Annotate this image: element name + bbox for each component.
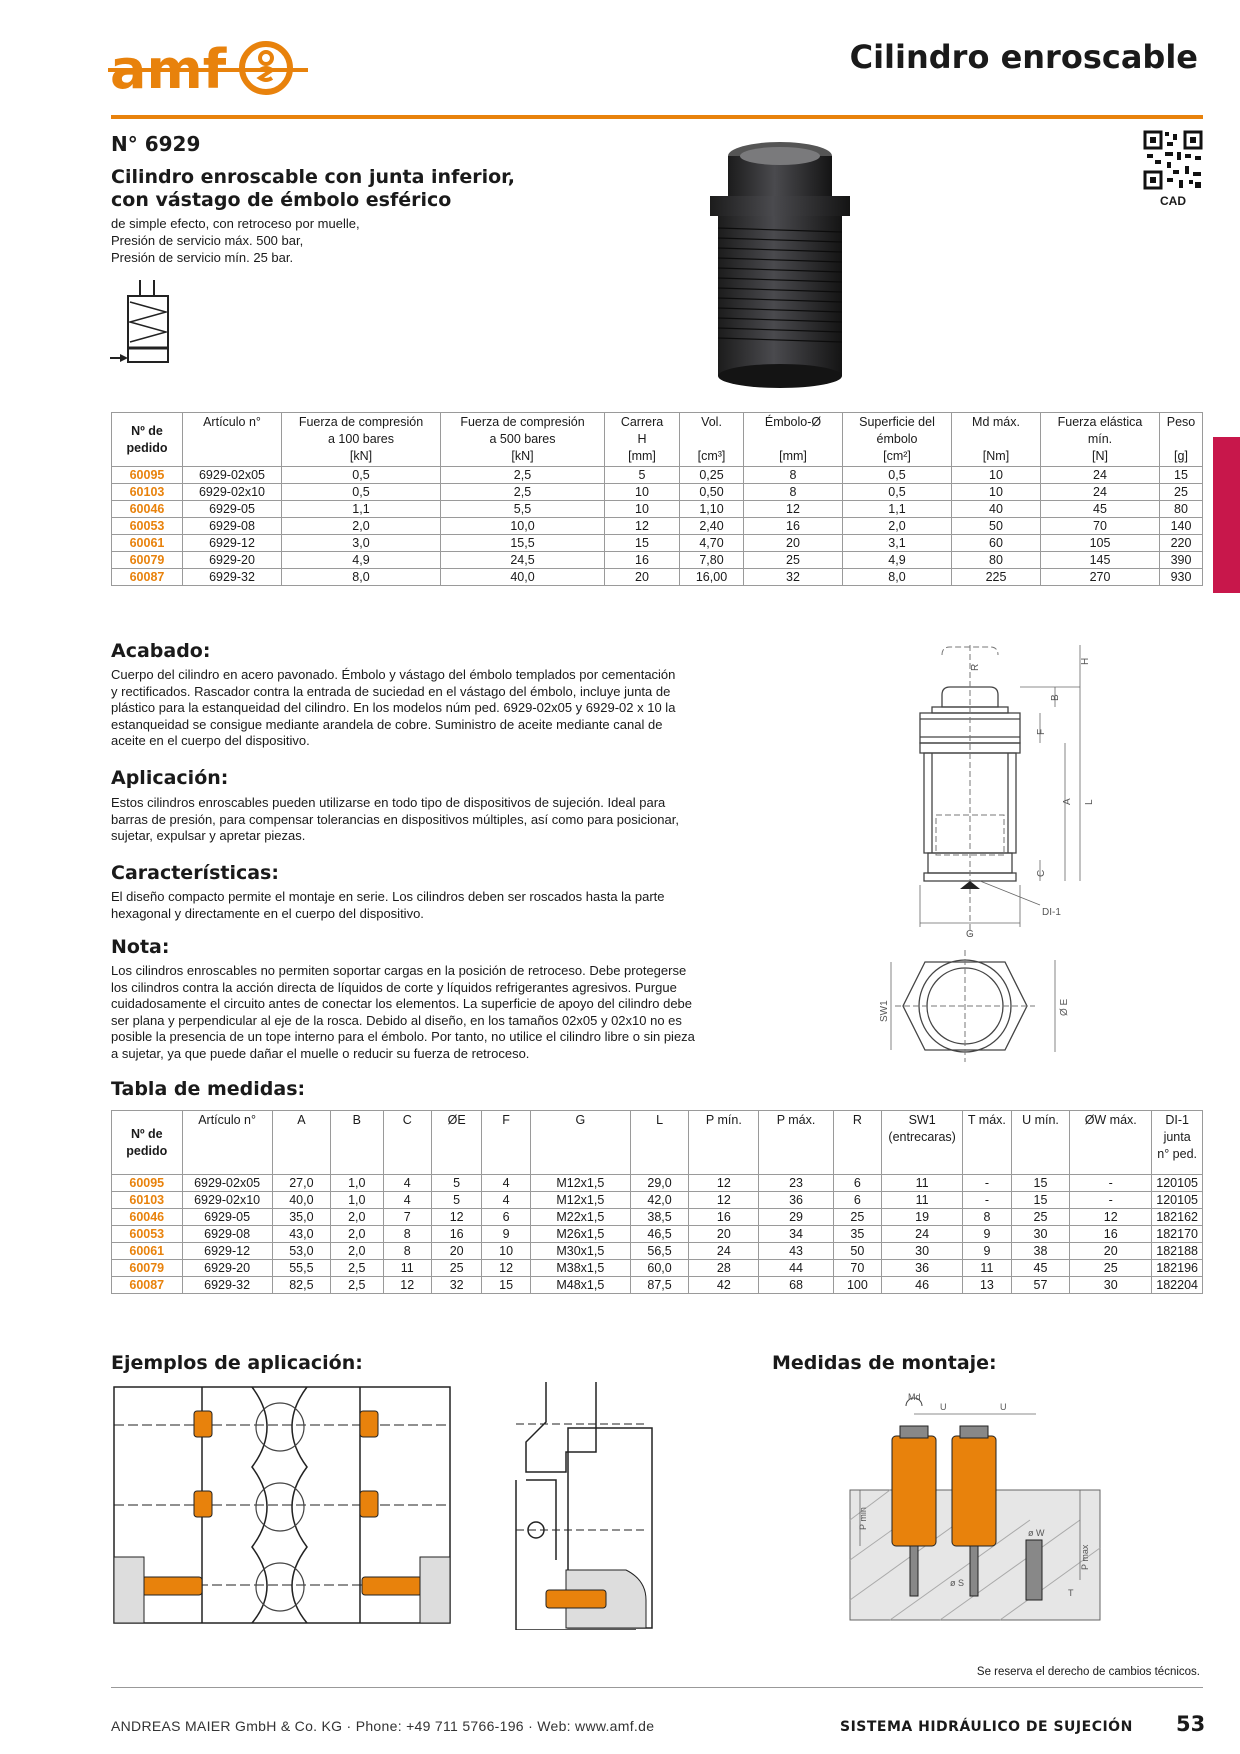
table-cell: 11 xyxy=(383,1260,431,1277)
table-cell: 25 xyxy=(744,552,843,569)
table-cell: 12 xyxy=(689,1192,759,1209)
table-row xyxy=(112,1209,1203,1226)
qr-code[interactable] xyxy=(1143,130,1203,190)
table-cell: 6929-02x05 xyxy=(183,467,282,484)
table-cell: 2,5 xyxy=(441,484,605,501)
table-cell: 15 xyxy=(1160,467,1203,484)
table-cell: 140 xyxy=(1160,518,1203,535)
table-cell: 930 xyxy=(1160,569,1203,586)
table-cell: 38,5 xyxy=(630,1209,688,1226)
table-cell: 50 xyxy=(952,518,1041,535)
table-cell: 9 xyxy=(963,1243,1012,1260)
svg-text:T: T xyxy=(1068,1588,1074,1598)
order-number-cell: 60079 xyxy=(112,552,183,569)
table-cell: 1,0 xyxy=(331,1192,383,1209)
order-number-cell: 60103 xyxy=(112,1192,183,1209)
footer-divider xyxy=(111,1687,1203,1688)
acabado-title: Acabado: xyxy=(111,640,211,662)
table-cell: 1,10 xyxy=(680,501,744,518)
table-cell: 30 xyxy=(882,1243,963,1260)
order-number-cell: 60095 xyxy=(112,467,183,484)
table-cell: 40,0 xyxy=(441,569,605,586)
table-cell: 220 xyxy=(1160,535,1203,552)
table-row xyxy=(112,569,1203,586)
caracteristicas-title: Características: xyxy=(111,862,279,884)
table-cell: 24 xyxy=(689,1243,759,1260)
table-cell: 120105 xyxy=(1152,1192,1203,1209)
table-cell: 12 xyxy=(431,1209,481,1226)
aplicacion-title: Aplicación: xyxy=(111,767,229,789)
table-row xyxy=(112,1175,1203,1192)
table-cell: 20 xyxy=(1070,1243,1152,1260)
table-cell: 145 xyxy=(1041,552,1160,569)
dimension-drawing-top xyxy=(875,950,1095,1070)
table-cell: 8 xyxy=(383,1243,431,1260)
table-cell: M26x1,5 xyxy=(530,1226,630,1243)
table-cell: 4 xyxy=(482,1175,530,1192)
table-cell: 0,5 xyxy=(843,484,952,501)
table-cell: 6929-08 xyxy=(182,1226,272,1243)
col-e: ØE xyxy=(431,1111,481,1175)
table-cell: 120105 xyxy=(1152,1175,1203,1192)
svg-text:R: R xyxy=(970,663,981,671)
product-title-2: con vástago de émbolo esférico xyxy=(111,189,452,211)
table-cell: 0,5 xyxy=(282,484,441,501)
table-cell: 16 xyxy=(605,552,680,569)
table-cell: 6929-32 xyxy=(183,569,282,586)
table-cell: 16 xyxy=(431,1226,481,1243)
dimensions-header-row xyxy=(112,1111,1203,1175)
order-number-cell: 60046 xyxy=(112,1209,183,1226)
table-cell: 12 xyxy=(689,1175,759,1192)
table-cell: 15 xyxy=(1011,1192,1069,1209)
table-cell: - xyxy=(1070,1175,1152,1192)
table-cell: 20 xyxy=(689,1226,759,1243)
table-cell: 20 xyxy=(605,569,680,586)
table-row xyxy=(112,484,1203,501)
table-row xyxy=(112,518,1203,535)
table-cell: 4 xyxy=(383,1175,431,1192)
table-cell: 6929-20 xyxy=(182,1260,272,1277)
table-cell: 182170 xyxy=(1152,1226,1203,1243)
table-cell: 15,5 xyxy=(441,535,605,552)
table-cell: 43,0 xyxy=(272,1226,330,1243)
table-cell: 0,25 xyxy=(680,467,744,484)
col-md: Md máx. [Nm] xyxy=(952,413,1041,467)
table-cell: 182196 xyxy=(1152,1260,1203,1277)
product-photo xyxy=(700,138,860,396)
footer-company: ANDREAS MAIER GmbH & Co. KG · Phone: +49 711 5766-196 · Web: www.amf.de xyxy=(111,1718,655,1734)
table-cell: 25 xyxy=(1011,1209,1069,1226)
table-cell: 25 xyxy=(431,1260,481,1277)
table-cell: 12 xyxy=(482,1260,530,1277)
table-cell: M38x1,5 xyxy=(530,1260,630,1277)
svg-text:H: H xyxy=(1080,657,1091,665)
table-cell: 6 xyxy=(482,1209,530,1226)
table-cell: 50 xyxy=(833,1243,882,1260)
table-cell: 36 xyxy=(759,1192,833,1209)
table-cell: 2,0 xyxy=(331,1226,383,1243)
table-cell: 7,80 xyxy=(680,552,744,569)
table-cell: 6929-02x05 xyxy=(182,1175,272,1192)
table-cell: 5 xyxy=(605,467,680,484)
table-cell: 0,5 xyxy=(282,467,441,484)
svg-text:U: U xyxy=(1000,1402,1007,1412)
table-row xyxy=(112,1192,1203,1209)
table-cell: 57 xyxy=(1011,1277,1069,1294)
col-g: G xyxy=(530,1111,630,1175)
table-cell: 32 xyxy=(744,569,843,586)
svg-text:DI-1: DI-1 xyxy=(1042,907,1061,918)
col-carrera: Carrera H [mm] xyxy=(605,413,680,467)
table-cell: 40 xyxy=(952,501,1041,518)
table-cell: 6 xyxy=(833,1192,882,1209)
svg-text:ø W: ø W xyxy=(1028,1528,1045,1538)
table-cell: 46 xyxy=(882,1277,963,1294)
svg-text:B: B xyxy=(1050,694,1061,701)
table-row xyxy=(112,467,1203,484)
table-cell: 12 xyxy=(605,518,680,535)
svg-text:Ø E: Ø E xyxy=(1059,998,1070,1016)
svg-text:SW1: SW1 xyxy=(879,1000,890,1022)
table-row xyxy=(112,1226,1203,1243)
table-cell: 30 xyxy=(1070,1277,1152,1294)
order-number-cell: 60103 xyxy=(112,484,183,501)
col-sw1: SW1 (entrecaras) xyxy=(882,1111,963,1175)
table-cell: 32 xyxy=(431,1277,481,1294)
table-cell: 3,0 xyxy=(282,535,441,552)
example-drawing-1 xyxy=(112,1385,452,1625)
col-c: C xyxy=(383,1111,431,1175)
table-cell: M22x1,5 xyxy=(530,1209,630,1226)
table-cell: 2,40 xyxy=(680,518,744,535)
table-cell: - xyxy=(1070,1192,1152,1209)
col-b: B xyxy=(331,1111,383,1175)
table-cell: 5 xyxy=(431,1192,481,1209)
table-cell: 4,70 xyxy=(680,535,744,552)
col-pmax: P máx. xyxy=(759,1111,833,1175)
col-umin: U mín. xyxy=(1011,1111,1069,1175)
col-tmax: T máx. xyxy=(963,1111,1012,1175)
table-cell: 11 xyxy=(963,1260,1012,1277)
order-number-cell: 60061 xyxy=(112,535,183,552)
table-cell: 6929-12 xyxy=(183,535,282,552)
footer-section: SISTEMA HIDRÁULICO DE SUJECIÓN xyxy=(840,1719,1133,1735)
svg-text:F: F xyxy=(1036,728,1047,735)
col-articulo: Artículo n° xyxy=(182,1111,272,1175)
table-cell: 36 xyxy=(882,1260,963,1277)
table-cell: 9 xyxy=(482,1226,530,1243)
table-cell: 42 xyxy=(689,1277,759,1294)
order-number-cell: 60095 xyxy=(112,1175,183,1192)
table-cell: 6929-20 xyxy=(183,552,282,569)
col-pedido: Nº de pedido xyxy=(112,1111,183,1175)
dimension-drawing-side xyxy=(880,645,1120,945)
svg-text:P min: P min xyxy=(858,1507,868,1530)
chapter-tab xyxy=(1213,437,1240,593)
svg-text:P max: P max xyxy=(1080,1544,1090,1570)
table-cell: 8 xyxy=(383,1226,431,1243)
col-a: A xyxy=(272,1111,330,1175)
col-fuerza-500: Fuerza de compresión a 500 bares [kN] xyxy=(441,413,605,467)
page-number: 53 xyxy=(1176,1712,1206,1736)
table-cell: 8,0 xyxy=(843,569,952,586)
table-cell: 5 xyxy=(431,1175,481,1192)
table-cell: 5,5 xyxy=(441,501,605,518)
product-desc-2: Presión de servicio máx. 500 bar, xyxy=(111,233,304,248)
table-cell: 6929-32 xyxy=(182,1277,272,1294)
aplicacion-text: Estos cilindros enroscables pueden utilizarse en todo tipo de dispositivos de sujeción. Ideal para barras de presión, para compensar tolerancias en dispositivos múltiples, así como para posicionar, sujetar, expulsar y apretar piezas. xyxy=(111,795,679,843)
table-row xyxy=(112,501,1203,518)
table-cell: 70 xyxy=(1041,518,1160,535)
nota-text: Los cilindros enroscables no permiten soportar cargas en la posición de retroceso. Debe protegerse los cilindros contra la acción directa de líquidos de corte y líquidos refrigerantes agresivos. Purgue cuidadosamente el circuito antes de conectar los elementos. La superficie de apoyo del cilindro debe ser plana y perpendicular al eje de la rosca. Debido al diseño, en los tamaños 02x05 y 02x10 no es posible la presencia de un tope interno para el émbolo. Por tanto, no utilice el cilindro libre o sin pieza a sujetar, ya que puede dañar el muelle o reducir su fuerza de retroceso. xyxy=(111,963,695,1061)
svg-text:L: L xyxy=(1084,799,1095,805)
table-cell: - xyxy=(963,1175,1012,1192)
col-articulo: Artículo n° xyxy=(183,413,282,467)
table-cell: 16 xyxy=(689,1209,759,1226)
table-cell: M30x1,5 xyxy=(530,1243,630,1260)
table-cell: 56,5 xyxy=(630,1243,688,1260)
table-cell: 4,9 xyxy=(843,552,952,569)
table-cell: 12 xyxy=(383,1277,431,1294)
notice: Se reserva el derecho de cambios técnicos. xyxy=(976,1666,1200,1678)
table-cell: 0,50 xyxy=(680,484,744,501)
table-cell: 6929-02x10 xyxy=(183,484,282,501)
col-embolo: Émbolo-Ø [mm] xyxy=(744,413,843,467)
table-cell: M12x1,5 xyxy=(530,1192,630,1209)
table-cell: 10 xyxy=(605,484,680,501)
order-number-cell: 60053 xyxy=(112,518,183,535)
example-drawing-2 xyxy=(506,1380,656,1630)
table-cell: 7 xyxy=(383,1209,431,1226)
table-cell: 2,0 xyxy=(331,1243,383,1260)
table-cell: 182188 xyxy=(1152,1243,1203,1260)
table-cell: 45 xyxy=(1041,501,1160,518)
table-cell: 8 xyxy=(744,467,843,484)
table-cell: 43 xyxy=(759,1243,833,1260)
header-divider xyxy=(111,115,1203,119)
table-cell: 10 xyxy=(605,501,680,518)
col-pedido: Nº de pedido xyxy=(112,413,183,467)
table-cell: 4 xyxy=(482,1192,530,1209)
table-row xyxy=(112,1260,1203,1277)
table-cell: 6929-05 xyxy=(182,1209,272,1226)
col-fuerza-elastica: Fuerza elástica mín. [N] xyxy=(1041,413,1160,467)
table-cell: 53,0 xyxy=(272,1243,330,1260)
specs-table xyxy=(111,412,1203,586)
table-cell: 13 xyxy=(963,1277,1012,1294)
order-number-cell: 60079 xyxy=(112,1260,183,1277)
table-cell: 40,0 xyxy=(272,1192,330,1209)
table-cell: 4 xyxy=(383,1192,431,1209)
table-cell: 46,5 xyxy=(630,1226,688,1243)
table-cell: 29,0 xyxy=(630,1175,688,1192)
col-superficie: Superficie del émbolo [cm²] xyxy=(843,413,952,467)
table-cell: 16 xyxy=(744,518,843,535)
table-cell: 55,5 xyxy=(272,1260,330,1277)
table-cell: 25 xyxy=(1070,1260,1152,1277)
table-cell: 29 xyxy=(759,1209,833,1226)
order-number-cell: 60053 xyxy=(112,1226,183,1243)
table-cell: 15 xyxy=(1011,1175,1069,1192)
table-cell: 6 xyxy=(833,1175,882,1192)
table-cell: 1,1 xyxy=(843,501,952,518)
col-r: R xyxy=(833,1111,882,1175)
table-cell: 15 xyxy=(605,535,680,552)
table-cell: 25 xyxy=(1160,484,1203,501)
col-fuerza-100: Fuerza de compresión a 100 bares [kN] xyxy=(282,413,441,467)
table-cell: 182162 xyxy=(1152,1209,1203,1226)
table-cell: 23 xyxy=(759,1175,833,1192)
table-cell: 2,0 xyxy=(331,1209,383,1226)
table-cell: 82,5 xyxy=(272,1277,330,1294)
table-cell: 0,5 xyxy=(843,467,952,484)
montaje-title: Medidas de montaje: xyxy=(772,1352,997,1374)
table-row xyxy=(112,552,1203,569)
table-cell: 2,5 xyxy=(441,467,605,484)
table-cell: 42,0 xyxy=(630,1192,688,1209)
svg-text:A: A xyxy=(1062,798,1073,805)
col-l: L xyxy=(630,1111,688,1175)
table-cell: 30 xyxy=(1011,1226,1069,1243)
table-cell: M48x1,5 xyxy=(530,1277,630,1294)
table-cell: 8,0 xyxy=(282,569,441,586)
order-number-cell: 60087 xyxy=(112,1277,183,1294)
col-wmax: ØW máx. xyxy=(1070,1111,1152,1175)
table-cell: 11 xyxy=(882,1175,963,1192)
table-row xyxy=(112,535,1203,552)
table-cell: 270 xyxy=(1041,569,1160,586)
table-cell: 27,0 xyxy=(272,1175,330,1192)
table-cell: 100 xyxy=(833,1277,882,1294)
table-cell: 24 xyxy=(1041,484,1160,501)
table-cell: 19 xyxy=(882,1209,963,1226)
table-cell: 60 xyxy=(952,535,1041,552)
table-cell: 1,1 xyxy=(282,501,441,518)
table-cell: 16 xyxy=(1070,1226,1152,1243)
table-cell: 35,0 xyxy=(272,1209,330,1226)
logo-text: amf xyxy=(110,38,227,101)
table-cell: 390 xyxy=(1160,552,1203,569)
table-cell: 11 xyxy=(882,1192,963,1209)
svg-text:C: C xyxy=(1036,869,1047,877)
order-number-cell: 60046 xyxy=(112,501,183,518)
svg-text:Md: Md xyxy=(908,1392,921,1402)
page-title: Cilindro enroscable xyxy=(849,38,1198,76)
svg-text:U: U xyxy=(940,1402,947,1412)
col-f: F xyxy=(482,1111,530,1175)
acabado-text: Cuerpo del cilindro en acero pavonado. Émbolo y vástago del émbolo templados por cementación y rectificados. Rascador contra la entrada de suciedad en el vástago del émbolo, incluye junta de plástico para la estanqueidad del cilindro. En los modelos núm ped. 6929-02x05 y 6929-02 x 10 la estanqueidad se consigue mediante arandela de cobre. Suministro de aceite mediante canal de aceite en el cuerpo del dispositivo. xyxy=(111,667,676,748)
table-cell: 45 xyxy=(1011,1260,1069,1277)
table-cell: 87,5 xyxy=(630,1277,688,1294)
table-cell: 10 xyxy=(952,467,1041,484)
svg-text:ø S: ø S xyxy=(950,1578,965,1588)
table-cell: 12 xyxy=(744,501,843,518)
order-number-cell: 60087 xyxy=(112,569,183,586)
specs-header-row xyxy=(112,413,1203,467)
table-cell: 9 xyxy=(963,1226,1012,1243)
table-cell: 10 xyxy=(952,484,1041,501)
table-cell: 38 xyxy=(1011,1243,1069,1260)
mounting-drawing xyxy=(830,1390,1120,1630)
table-cell: 24,5 xyxy=(441,552,605,569)
table-cell: 60,0 xyxy=(630,1260,688,1277)
table-cell: - xyxy=(963,1192,1012,1209)
table-cell: 8 xyxy=(744,484,843,501)
table-cell: 68 xyxy=(759,1277,833,1294)
table-cell: 2,0 xyxy=(282,518,441,535)
table-cell: 80 xyxy=(1160,501,1203,518)
table-cell: 105 xyxy=(1041,535,1160,552)
table-cell: 2,0 xyxy=(843,518,952,535)
table-cell: 1,0 xyxy=(331,1175,383,1192)
order-number-cell: 60061 xyxy=(112,1243,183,1260)
col-pmin: P mín. xyxy=(689,1111,759,1175)
nota-title: Nota: xyxy=(111,936,170,958)
product-number: N° 6929 xyxy=(111,132,201,156)
table-cell: 15 xyxy=(482,1277,530,1294)
table-cell: 25 xyxy=(833,1209,882,1226)
table-row xyxy=(112,1243,1203,1260)
table-cell: 182204 xyxy=(1152,1277,1203,1294)
ejemplos-title: Ejemplos de aplicación: xyxy=(111,1352,363,1374)
table-cell: 10 xyxy=(482,1243,530,1260)
table-cell: 20 xyxy=(744,535,843,552)
table-cell: 10,0 xyxy=(441,518,605,535)
table-cell: 34 xyxy=(759,1226,833,1243)
table-cell: 24 xyxy=(1041,467,1160,484)
table-cell: 44 xyxy=(759,1260,833,1277)
table-cell: 4,9 xyxy=(282,552,441,569)
table-row xyxy=(112,1277,1203,1294)
table-cell: 35 xyxy=(833,1226,882,1243)
table-cell: 6929-12 xyxy=(182,1243,272,1260)
product-desc-1: de simple efecto, con retroceso por muelle, xyxy=(111,216,360,231)
table-cell: 3,1 xyxy=(843,535,952,552)
table-cell: 2,5 xyxy=(331,1277,383,1294)
svg-text:G: G xyxy=(966,929,974,940)
table-cell: 6929-08 xyxy=(183,518,282,535)
table-cell: 80 xyxy=(952,552,1041,569)
table-cell: 225 xyxy=(952,569,1041,586)
table-cell: 6929-02x10 xyxy=(182,1192,272,1209)
table-cell: 2,5 xyxy=(331,1260,383,1277)
amf-logo-icon xyxy=(108,30,308,104)
hydraulic-symbol xyxy=(110,278,174,368)
table-cell: 8 xyxy=(963,1209,1012,1226)
dimensions-table xyxy=(111,1110,1203,1294)
tabla-medidas-title: Tabla de medidas: xyxy=(111,1078,306,1100)
product-title-1: Cilindro enroscable con junta inferior, xyxy=(111,166,515,188)
table-cell: 6929-05 xyxy=(183,501,282,518)
table-cell: 24 xyxy=(882,1226,963,1243)
col-vol: Vol. [cm³] xyxy=(680,413,744,467)
logo xyxy=(108,30,308,104)
table-cell: 28 xyxy=(689,1260,759,1277)
col-peso: Peso [g] xyxy=(1160,413,1203,467)
table-cell: 16,00 xyxy=(680,569,744,586)
caracteristicas-text: El diseño compacto permite el montaje en serie. Los cilindros deben ser roscados hasta la parte hexagonal y directamente en el cuerpo del dispositivo. xyxy=(111,889,665,921)
col-di1: DI-1 junta n° ped. xyxy=(1152,1111,1203,1175)
table-cell: 70 xyxy=(833,1260,882,1277)
table-cell: M12x1,5 xyxy=(530,1175,630,1192)
table-cell: 12 xyxy=(1070,1209,1152,1226)
product-desc-3: Presión de servicio mín. 25 bar. xyxy=(111,250,294,265)
qr-label: CAD xyxy=(1160,194,1186,208)
table-cell: 20 xyxy=(431,1243,481,1260)
